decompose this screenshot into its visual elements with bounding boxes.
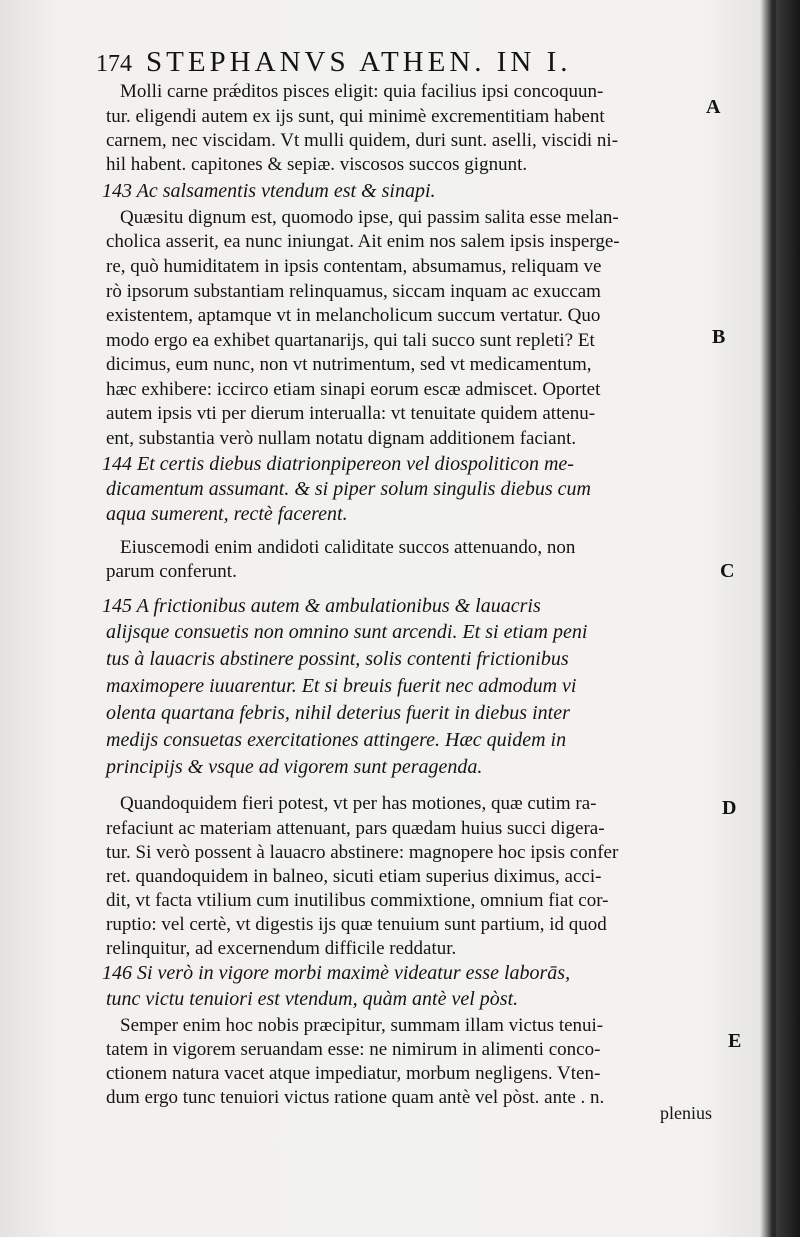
- margin-letter-b: B: [712, 326, 726, 348]
- margin-letter-d: D: [722, 797, 737, 819]
- page-number: 174: [96, 51, 132, 77]
- text-line: ret. quandoquidem in balneo, sicuti etiam superius diximus, acci-: [106, 866, 602, 887]
- text-line: re, quò humiditatem in ipsis contentam, absumamus, reliquam ve: [106, 256, 602, 277]
- margin-letter-e: E: [728, 1030, 742, 1052]
- text-line: ctionem natura vacet atque impediatur, morbum negligens. Vten-: [106, 1063, 601, 1084]
- text-line: Eiuscemodi enim andidoti caliditate succos attenuando, non: [120, 537, 576, 558]
- section-heading-143: 143 Ac salsamentis vtendum est & sinapi.: [102, 180, 436, 202]
- text-line: Semper enim hoc nobis præcipitur, summam illam victus tenui-: [120, 1015, 604, 1036]
- text-line: dum ergo tunc tenuiori victus ratione quam antè vel pòst. ante . n.: [106, 1087, 605, 1108]
- text-line: existentem, aptamque vt in melancholicum succum vertatur. Quo: [106, 305, 601, 326]
- text-line: dicimus, eum nunc, non vt nutrimentum, sed vt medicamentum,: [106, 354, 592, 375]
- catchword: plenius: [660, 1103, 712, 1123]
- running-header: [96, 46, 656, 82]
- text-line: aqua sumerent, rectè facerent.: [106, 503, 348, 525]
- text-line: tatem in vigorem seruandam esse: ne nimirum in alimenti conco-: [106, 1039, 601, 1060]
- text-line: carnem, nec viscidam. Vt mulli quidem, duri sunt. aselli, viscidi ni-: [106, 130, 619, 151]
- text-line: ruptio: vel certè, vt digestis ijs quæ tenuium sunt partium, id quod: [106, 914, 607, 935]
- text-line: modo ergo ea exhibet quartanarijs, qui tali succo sunt repleti? Et: [106, 330, 595, 351]
- text-line: Quandoquidem fieri potest, vt per has motiones, quæ cutim ra-: [120, 793, 597, 814]
- text-line: hil habent. capitones & sepiæ. viscosos succos gignunt.: [106, 154, 528, 175]
- section-heading-145: 145 A frictionibus autem & ambulationibus & lauacris: [102, 595, 541, 617]
- text-line: Quæsitu dignum est, quomodo ipse, qui passim salita esse melan-: [120, 207, 619, 228]
- text-line: tunc victu tenuiori est vtendum, quàm antè vel pòst.: [106, 988, 519, 1010]
- text-line: tur. eligendi autem ex ijs sunt, qui minimè excrementitiam habent: [106, 106, 605, 127]
- text-line: olenta quartana febris, nihil deterius fuerit in diebus inter: [106, 702, 570, 724]
- text-line: Molli carne prǽditos pisces eligit: quia facilius ipsi concoquun-: [120, 81, 604, 102]
- text-line: tur. Si verò possent à lauacro abstinere: magnopere hoc ipsis confer: [106, 842, 619, 863]
- text-line: dicamentum assumant. & si piper solum singulis diebus cum: [106, 478, 591, 500]
- section-heading-144: 144 Et certis diebus diatrionpipereon vel diospoliticon me-: [102, 453, 574, 475]
- text-line: relinquitur, ad excernendum difficile reddatur.: [106, 938, 457, 959]
- text-line: hæc exhibere: iccirco etiam sinapi eorum escæ admiscet. Oportet: [106, 379, 601, 400]
- section-heading-146: 146 Si verò in vigore morbi maximè videatur esse laborās,: [102, 962, 571, 984]
- text-line: medijs consuetas exercitationes attingere. Hæc quidem in: [106, 729, 567, 751]
- binding-shadow: [776, 0, 800, 1237]
- margin-letter-c: C: [720, 560, 735, 582]
- text-line: tus à lauacris abstinere possint, solis contenti frictionibus: [106, 648, 569, 670]
- text-line: alijsque consuetis non omnino sunt arcendi. Et si etiam peni: [106, 621, 588, 643]
- text-line: maximopere iuuarentur. Et si breuis fuerit nec admodum vi: [106, 675, 577, 697]
- text-line: cholica asserit, ea nunc iniungat. Ait enim nos salem ipsis insperge-: [106, 231, 620, 252]
- text-line: dit, vt facta vtilium cum inutilibus commixtione, omnium fiat cor-: [106, 890, 609, 911]
- text-line: autem ipsis vti per dierum interualla: vt tenuitate quidem attenu-: [106, 403, 596, 424]
- running-title: STEPHANVS ATHEN. IN I.: [146, 46, 572, 78]
- text-line: ent, substantia verò nullam notatu dignam additionem faciant.: [106, 428, 577, 449]
- text-line: refaciunt ac materiam attenuant, pars quædam huius succi digera-: [106, 818, 605, 839]
- text-line: rò ipsorum substantiam relinquamus, siccam inquam ac exuccam: [106, 281, 601, 302]
- text-line: parum conferunt.: [106, 561, 237, 582]
- text-line: principijs & vsque ad vigorem sunt peragenda.: [106, 756, 483, 778]
- margin-letter-a: A: [706, 96, 721, 118]
